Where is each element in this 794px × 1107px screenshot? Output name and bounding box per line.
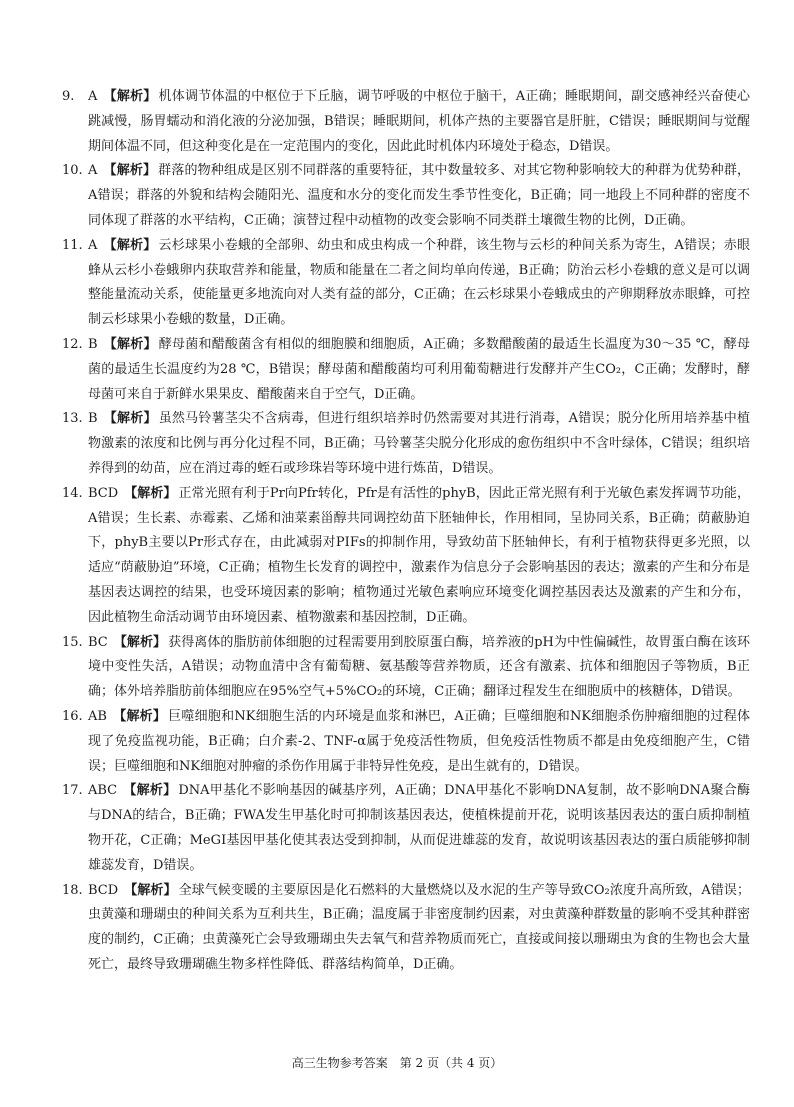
page-footer: 高三生物参考答案 第 2 页（共 4 页）	[291, 1056, 503, 1070]
analysis-text: 机体调节体温的中枢位于下丘脑，调节呼吸的中枢位于脑干，A正确；睡眠期间，副交感神经兴奋使心跳减慢，肠胃蠕动和消化液的分泌加强，B错误；睡眠期间，机体产热的主要器官是肝脏，C错误；睡眠期间与觉醒期间体温不同，但这种变化是在一定范围内的变化，因此此时机体内环境处于稳态，D错误。	[88, 89, 750, 154]
item-number: 14.	[62, 485, 83, 501]
answer-item	[62, 482, 750, 631]
item-number: 16.	[62, 708, 83, 724]
answer-letters: BCD	[88, 882, 119, 898]
answer-letters: A	[88, 237, 98, 253]
item-number: 10.	[62, 163, 83, 179]
analysis-tag: 【解析】	[103, 163, 157, 179]
analysis-tag: 【解析】	[103, 237, 157, 253]
analysis-tag: 【解析】	[113, 634, 167, 650]
item-number: 11.	[62, 237, 83, 253]
analysis-tag: 【解析】	[124, 485, 177, 501]
analysis-tag: 【解析】	[123, 783, 177, 799]
answer-item	[62, 234, 750, 333]
analysis-text: 巨噬细胞和NK细胞生活的内环境是血浆和淋巴，A正确；巨噬细胞和NK细胞杀伤肿瘤细胞的过程体现了免疫监视功能，B正确；白介素-2、TNF-α属于免疫活性物质，但免疫活性物质不都是由免疫细胞产生，C错误；巨噬细胞和NK细胞对肿瘤的杀伤作用属于非特异性免疫，是出生就有的，D错误。	[88, 708, 750, 774]
analysis-tag: 【解析】	[124, 882, 177, 898]
item-number: 15.	[62, 634, 83, 650]
analysis-text: 云杉球果小卷蛾的全部卵、幼虫和成虫构成一个种群，该生物与云杉的种间关系为寄生，A错误；赤眼蜂从云杉小卷蛾卵内获取营养和能量，物质和能量在二者之间均单向传递，B正确；防治云杉小卷蛾的意义是可以调整能量流动关系，使能量更多地流向对人类有益的部分，C正确；在云杉球果小卷蛾成虫的产卵期释放赤眼蜂，可控制云杉球果小卷蛾的数量，D正确。	[88, 237, 750, 328]
answer-letters: BCD	[88, 485, 119, 501]
analysis-tag: 【解析】	[112, 708, 167, 724]
answer-letters: ABC	[88, 783, 118, 799]
answer-item	[62, 159, 750, 233]
answer-item	[62, 85, 750, 159]
analysis-tag: 【解析】	[103, 411, 157, 427]
answer-letters: B	[88, 336, 98, 352]
analysis-text: 酵母菌和醋酸菌含有相似的细胞膜和细胞质，A正确；多数醋酸菌的最适生长温度为30～35 ℃，酵母菌的最适生长温度约为28 ℃，B错误；酵母菌和醋酸菌均可利用葡萄糖进行发酵并产生CO₂，C正确；发酵时，酵母菌可来自于新鲜水果果皮、醋酸菌来自于空气，D正确。	[88, 336, 750, 402]
analysis-text: 正常光照有利于Pr向Pfr转化，Pfr是有活性的phyB，因此正常光照有利于光敏色素发挥调节功能，A错误；生长素、赤霉素、乙烯和油菜素甾醇共同调控幼苗下胚轴伸长，作用相同，呈协同关系，B正确；荫蔽胁迫下，phyB主要以Pr形式存在，由此减弱对PIFs的抑制作用，导致幼苗下胚轴伸长，有利于植物获得更多光照，以适应“荫蔽胁迫”环境，C正确；植物生长发育的调控中，激素作为信息分子会影响基因的表达；激素的产生和分布是基因表达调控的结果，也受环境因素的影响；植物通过光敏色素响应环境变化调控基因表达及激素的产生和分布，因此植物生命活动调节由环境因素、植物激素和基因控制，D正确。	[88, 485, 750, 625]
analysis-text: 虽然马铃薯茎尖不含病毒，但进行组织培养时仍然需要对其进行消毒，A错误；脱分化所用培养基中植物激素的浓度和比例与再分化过程不同，B正确；马铃薯茎尖脱分化形成的愈伤组织中不含叶绿体，C错误；组织培养得到的幼苗，应在消过毒的蛭石或珍珠岩等环境中进行炼苗，D错误。	[88, 411, 750, 476]
answer-letters: BC	[88, 634, 108, 650]
answer-item	[62, 705, 750, 779]
answer-item	[62, 879, 750, 978]
answer-item	[62, 333, 750, 407]
answer-item	[62, 407, 750, 481]
answer-item	[62, 779, 750, 878]
analysis-text: 群落的物种组成是区别不同群落的重要特征，其中数量较多、对其它物种影响较大的种群为优势种群，A错误；群落的外貌和结构会随阳光、温度和水分的变化而发生季节性变化，B正确；同一地段上不同种群的密度不同体现了群落的水平结构，C正确；演替过程中动植物的改变会影响不同类群土壤微生物的比例，D正确。	[88, 163, 750, 228]
answer-letters: A	[88, 163, 98, 179]
item-number: 9.	[62, 89, 75, 104]
analysis-text: DNA甲基化不影响基因的碱基序列，A正确；DNA甲基化不影响DNA复制，故不影响DNA聚合酶与DNA的结合，B正确；FWA发生甲基化时可抑制该基因表达，使植株提前开花，说明该基因表达的蛋白质抑制植物开花，C正确；MeGⅠ基因甲基化使其表达受到抑制，从而促进雄蕊的发育，故说明该基因表达的蛋白质能够抑制雄蕊发育，D错误。	[88, 783, 750, 873]
analysis-text: 获得离体的脂肪前体细胞的过程需要用到胶原蛋白酶，培养液的pH为中性偏碱性，故胃蛋白酶在该环境中变性失活，A错误；动物血清中含有葡萄糖、氨基酸等营养物质，还含有激素、抗体和细胞因子等物质，B正确；体外培养脂肪前体细胞应在95%空气+5%CO₂的环境，C正确；翻译过程发生在细胞质中的核糖体，D错误。	[88, 634, 750, 700]
item-number: 12.	[62, 336, 83, 352]
analysis-text: 全球气候变暖的主要原因是化石燃料的大量燃烧以及水泥的生产等导致CO₂浓度升高所致，A错误；虫黄藻和珊瑚虫的种间关系为互利共生，B正确；温度属于非密度制约因素，对虫黄藻种群数量的影响不受其种群密度的制约，C正确；虫黄藻死亡会导致珊瑚虫失去氧气和营养物质而死亡，直接或间接以珊瑚虫为食的生物也会大量死亡，最终导致珊瑚礁生物多样性降低、群落结构简单，D正确。	[88, 882, 750, 972]
answer-letters: AB	[88, 708, 107, 724]
item-number: 18.	[62, 882, 83, 898]
analysis-tag: 【解析】	[103, 336, 157, 352]
answer-letters: A	[88, 89, 98, 104]
item-number: 13.	[62, 411, 83, 427]
item-number: 17.	[62, 783, 83, 799]
analysis-tag: 【解析】	[103, 89, 157, 104]
answer-list	[62, 85, 750, 978]
answer-item	[62, 631, 750, 705]
answer-letters: B	[88, 411, 98, 427]
